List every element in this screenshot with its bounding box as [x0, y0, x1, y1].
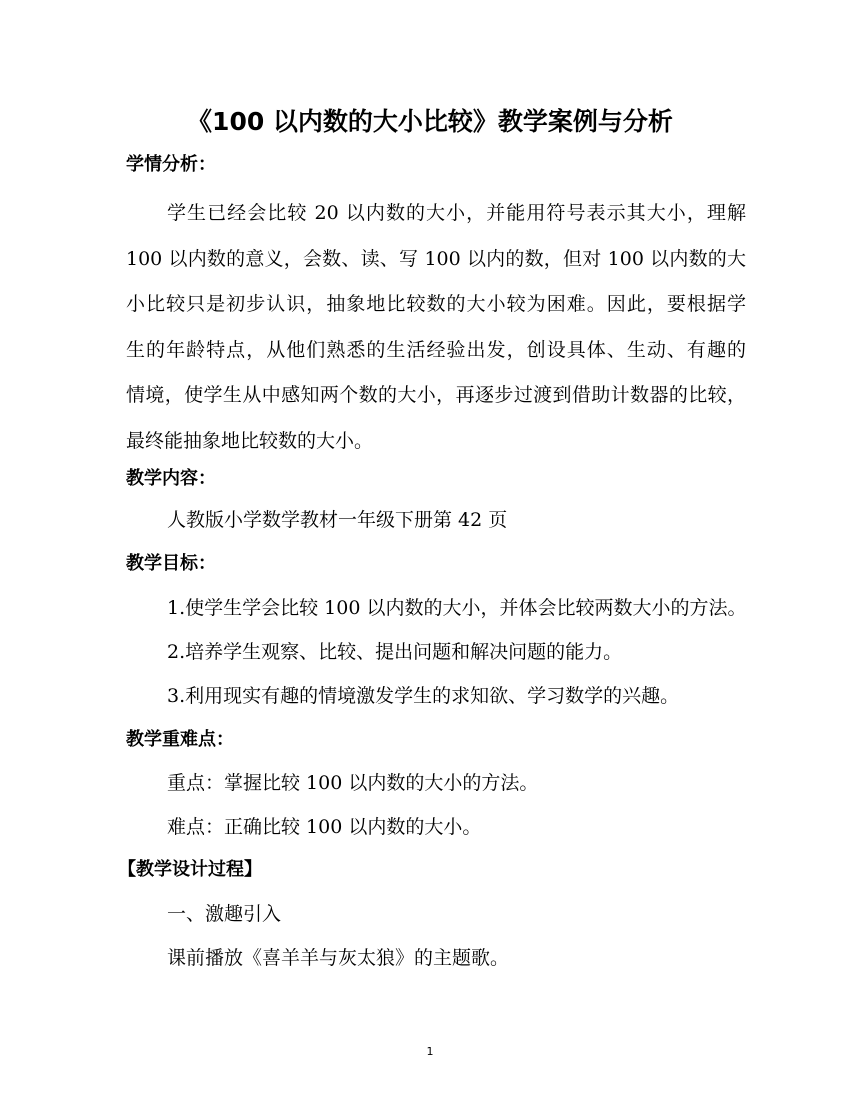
- section-heading-content: 教学内容：: [126, 468, 216, 489]
- section-heading-goals: 教学目标：: [126, 553, 216, 574]
- paragraph-line: 学生已经会比较 20 以内数的大小，并能用符号表示其大小，理解: [167, 202, 746, 224]
- section-heading-process: 【教学设计过程】: [118, 859, 262, 880]
- goal-item: 3.利用现实有趣的情境激发学生的求知欲、学习数学的兴趣。: [167, 685, 680, 707]
- goal-item: 1.使学生学会比较 100 以内数的大小，并体会比较两数大小的方法。: [167, 597, 747, 619]
- process-step-heading: 一、激趣引入: [167, 903, 282, 925]
- paragraph-line: 生的年龄特点，从他们熟悉的生活经验出发，创设具体、生动、有趣的: [126, 339, 746, 361]
- paragraph-line: 小比较只是初步认识，抽象地比较数的大小较为困难。因此，要根据学: [126, 293, 746, 315]
- content-text: 人教版小学数学教材一年级下册第 42 页: [167, 509, 508, 531]
- section-heading-key-points: 教学重难点：: [126, 729, 234, 750]
- key-point-text: 重点：掌握比较 100 以内数的大小的方法。: [167, 772, 539, 794]
- document-title: 《100 以内数的大小比较》教学案例与分析: [187, 107, 673, 136]
- paragraph-line: 100 以内数的意义，会数、读、写 100 以内的数，但对 100 以内数的大: [126, 248, 746, 270]
- page-number: 1: [426, 1045, 434, 1058]
- goal-item: 2.培养学生观察、比较、提出问题和解决问题的能力。: [167, 641, 623, 663]
- paragraph-line: 情境，使学生从中感知两个数的大小，再逐步过渡到借助计数器的比较，: [126, 384, 746, 406]
- process-step-text: 课前播放《喜羊羊与灰太狼》的主题歌。: [167, 947, 510, 969]
- difficulty-text: 难点：正确比较 100 以内数的大小。: [167, 816, 482, 838]
- section-heading-learning-analysis: 学情分析：: [126, 154, 216, 175]
- paragraph-line: 最终能抽象地比较数的大小。: [126, 430, 374, 452]
